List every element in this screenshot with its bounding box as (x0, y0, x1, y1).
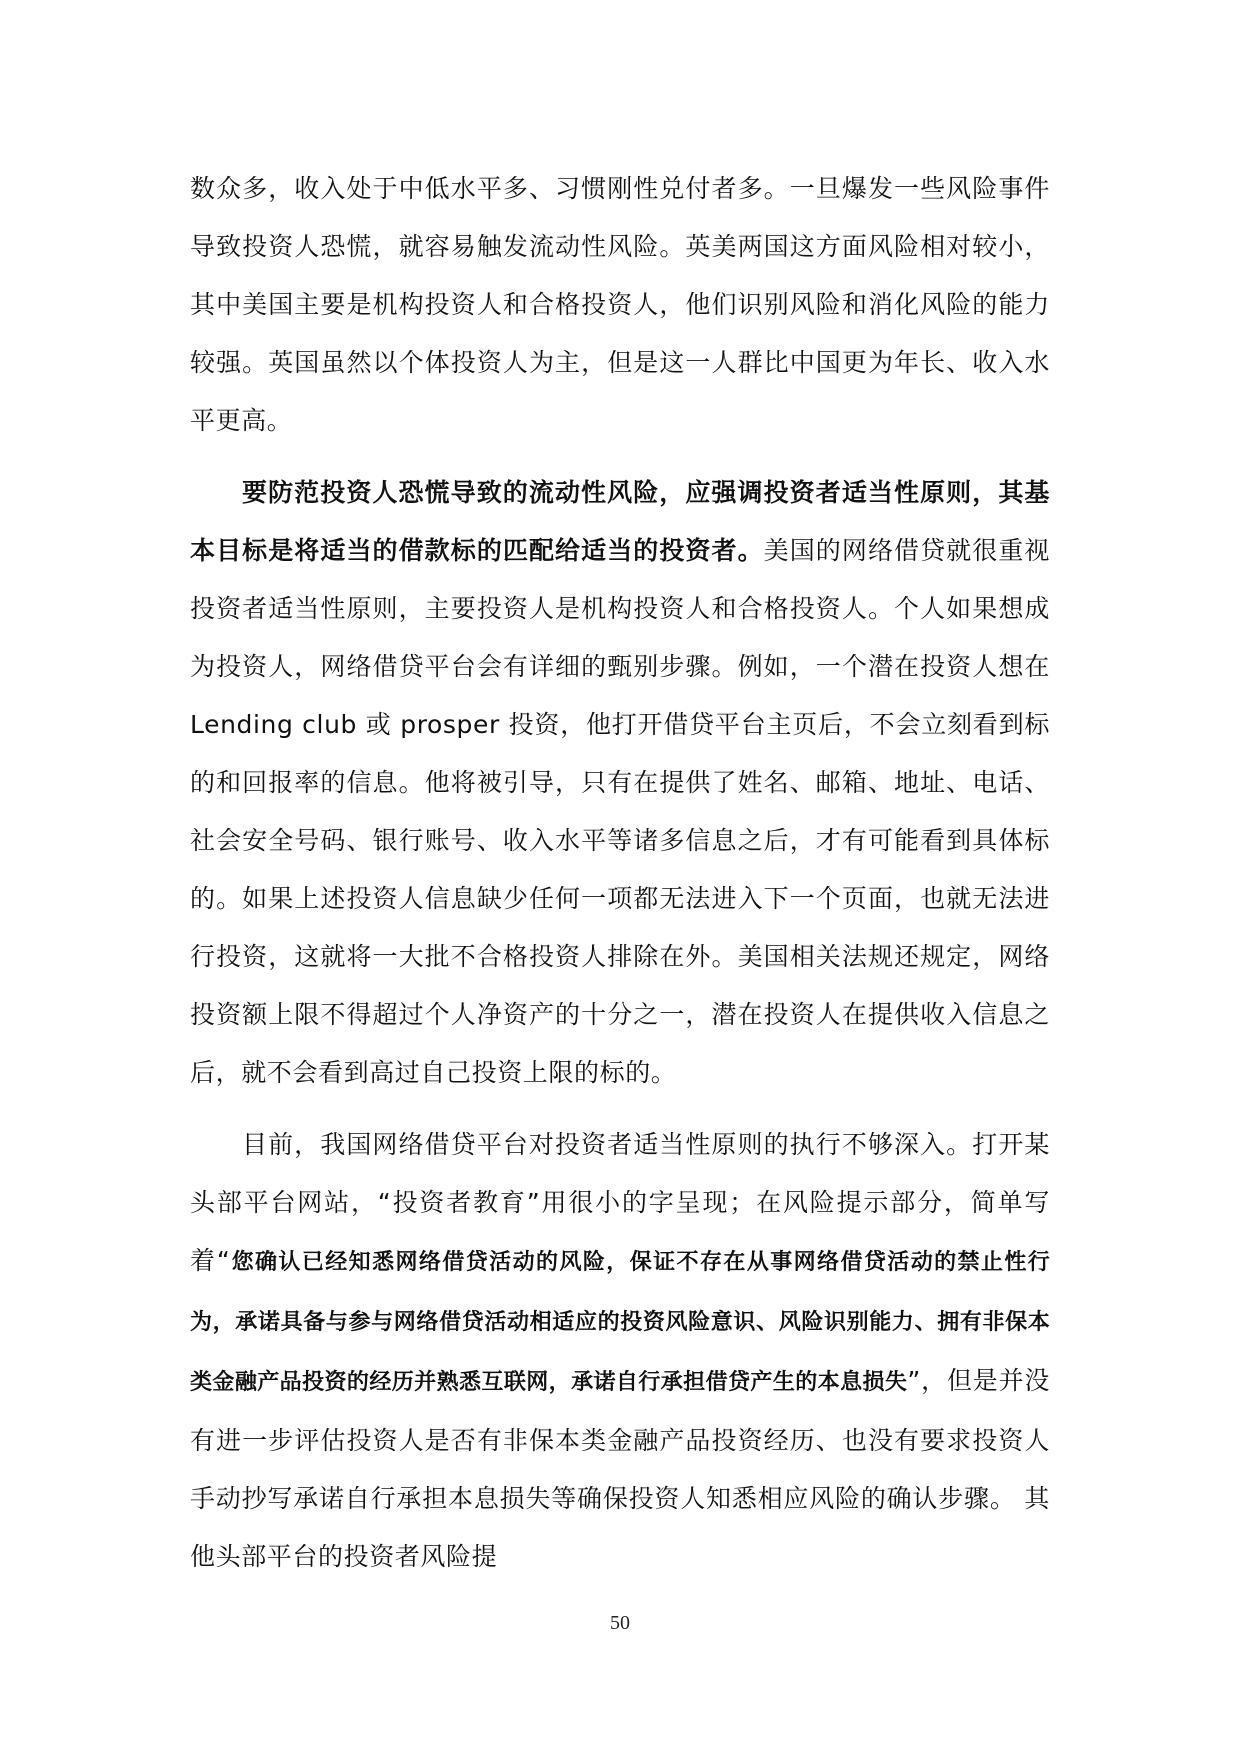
paragraph-3-text-after: ”，但是并没有进一步评估投资人是否有非保本类金融产品投资经历、也没有要求投资人手动抄写承诺自行承担本息损失等确保投资人知悉相应风险的确认步骤。 其他头部平台的投资者风险提 (190, 1366, 1050, 1571)
paragraph-2-bold-lead: 要防范投资人恐慌导致的流动性风险，应强调投资者适当性原则，其基本目标是将适当的借款标的匹配给适当的投资者。 (190, 478, 1050, 565)
paragraph-3-text-before: 目前，我国网络借贷平台对投资者适当性原则的执行不够深入。打开某头部平台网站，“投资者教育”用很小的字呈现；在风险提示部分，简单写着“ (190, 1130, 1050, 1275)
paragraph-1-text: 数众多，收入处于中低水平多、习惯刚性兑付者多。一旦爆发一些风险事件导致投资人恐慌，就容易触发流动性风险。英美两国这方面风险相对较小，其中美国主要是机构投资人和合格投资人，他们识别风险和消化风险的能力较强。英国虽然以个体投资人为主，但是这一人群比中国更为年长、收入水平更高。 (190, 174, 1050, 435)
paragraph-2-text: 美国的网络借贷就很重视投资者适当性原则，主要投资人是机构投资人和合格投资人。个人如果想成为投资人，网络借贷平台会有详细的甄别步骤。例如，一个潜在投资人想在 Lending club 或 prosper 投资，他打开借贷平台主页后，不会立刻看到标的和回报率的信息。他将被引导，只有在提供了姓名、邮箱、地址、电话、社会安全号码、银行账号、收入水平等诸多信息之后，才有可能看到具体标的。如果上述投资人信息缺少任何一项都无法进入下一个页面，也就无法进行投资，这就将一大批不合格投资人排除在外。美国相关法规还规定，网络投资额上限不得超过个人净资产的十分之一，潜在投资人在提供收入信息之后，就不会看到高过自己投资上限的标的。 (190, 536, 1051, 1087)
paragraph-1 (190, 160, 1050, 450)
paragraph-2 (190, 464, 1050, 1102)
document-body (190, 160, 1050, 1586)
paragraph-3 (190, 1116, 1050, 1586)
paragraph-3-risk-quote: 您确认已经知悉网络借贷活动的风险，保证不存在从事网络借贷活动的禁止性行为，承诺具备与参与网络借贷活动相适应的投资风险意识、风险识别能力、拥有非保本类金融产品投资的经历并熟悉互联网，承诺自行承担借贷产生的本息损失 (190, 1250, 1050, 1395)
page-number: 50 (610, 1612, 630, 1634)
